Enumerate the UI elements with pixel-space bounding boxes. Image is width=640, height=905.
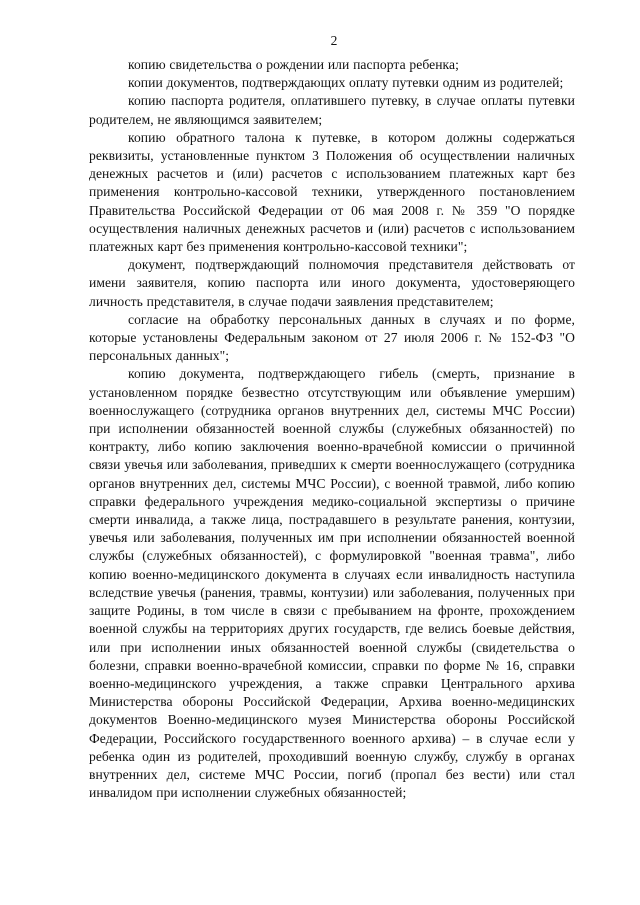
paragraph-personal-data-consent: согласие на обработку персональных данных в случаях и по форме, которые установлены Федеральным законом от 27 июля 2006 г. № 152-ФЗ "О персональных данных"; bbox=[89, 311, 575, 364]
paragraph-representative-authority: документ, подтверждающий полномочия представителя действовать от имени заявителя, копию паспорта или иного документа, удостоверяющего личность представителя, в случае подачи заявления представителем; bbox=[89, 257, 575, 309]
paragraph-death-document: копию документа, подтверждающего гибель (смерть, признание в установленном порядке безвестно отсутствующим или объявление умершим) военнослужащего (сотрудника органов внутренних дел, системы МЧС России) при исполнении обязанностей военной службы (служебных обязанностей) по контракту, либо копию заключения военно-врачебной комиссии о причинной связи увечья или заболевания, приведших к смерти военнослужащего (сотрудника органов внутренних дел, системы МЧС России), с военной травмой, либо копию справки федерального учреждения медико-социальной экспертизы о причине смерти инвалида, а также лица, пострадавшего в результате ранения, контузии, увечья или заболевания, полученных им при исполнении обязанностей военной службы (служебных обязанностей), с формулировкой "военная травма", либо копию военно-медицинского документа в случаях если инвалидность наступила вследствие увечья (ранения, травмы, контузии) или заболевания, полученных при защите Родины, в том числе в связи с пребыванием на фронте, прохождением военной службы на территориях других государств, где велись боевые действия, или при исполнении иных обязанностей военной службы (свидетельства о болезни, справки военно-врачебной комиссии, справки по форме № 16, справки военно-медицинского учреждения, а также справки Центрального архива Министерства обороны Российской Федерации, Архива военно-медицинских документов Военно-медицинского музея Министерства обороны Российской Федерации, Российского государственного военного архива) – в случае если у ребенка один из родителей, проходивший военную службу, службу в органах внутренних дел, системе МЧС России, погиб (пропал без вести) или стал инвалидом при исполнении служебных обязанностей; bbox=[89, 366, 575, 801]
paragraph-parent-passport: копию паспорта родителя, оплатившего путевку, в случае оплаты путевки родителем, не являющимся заявителем; bbox=[89, 93, 575, 127]
page-number: 2 bbox=[330, 33, 338, 48]
paragraph-birth-certificate: копию свидетельства о рождении или паспорта ребенка; bbox=[128, 57, 459, 72]
paragraph-return-coupon: копию обратного талона к путевке, в котором должны содержаться реквизиты, установленные пунктом 3 Положения об осуществлении наличных денежных расчетов и (или) расчетов с использованием платежных карт без применения контрольно-кассовой техники, утвержденного постановлением Правительства Российской Федерации от 06 мая 2008 г. № 359 "О порядке осуществления наличных денежных расчетов и (или) расчетов с использованием платежных карт без применения контрольно-кассовой техники"; bbox=[89, 129, 575, 255]
paragraph-payment-documents: копии документов, подтверждающих оплату путевки одним из родителей; bbox=[128, 75, 564, 91]
document-page bbox=[89, 32, 575, 802]
